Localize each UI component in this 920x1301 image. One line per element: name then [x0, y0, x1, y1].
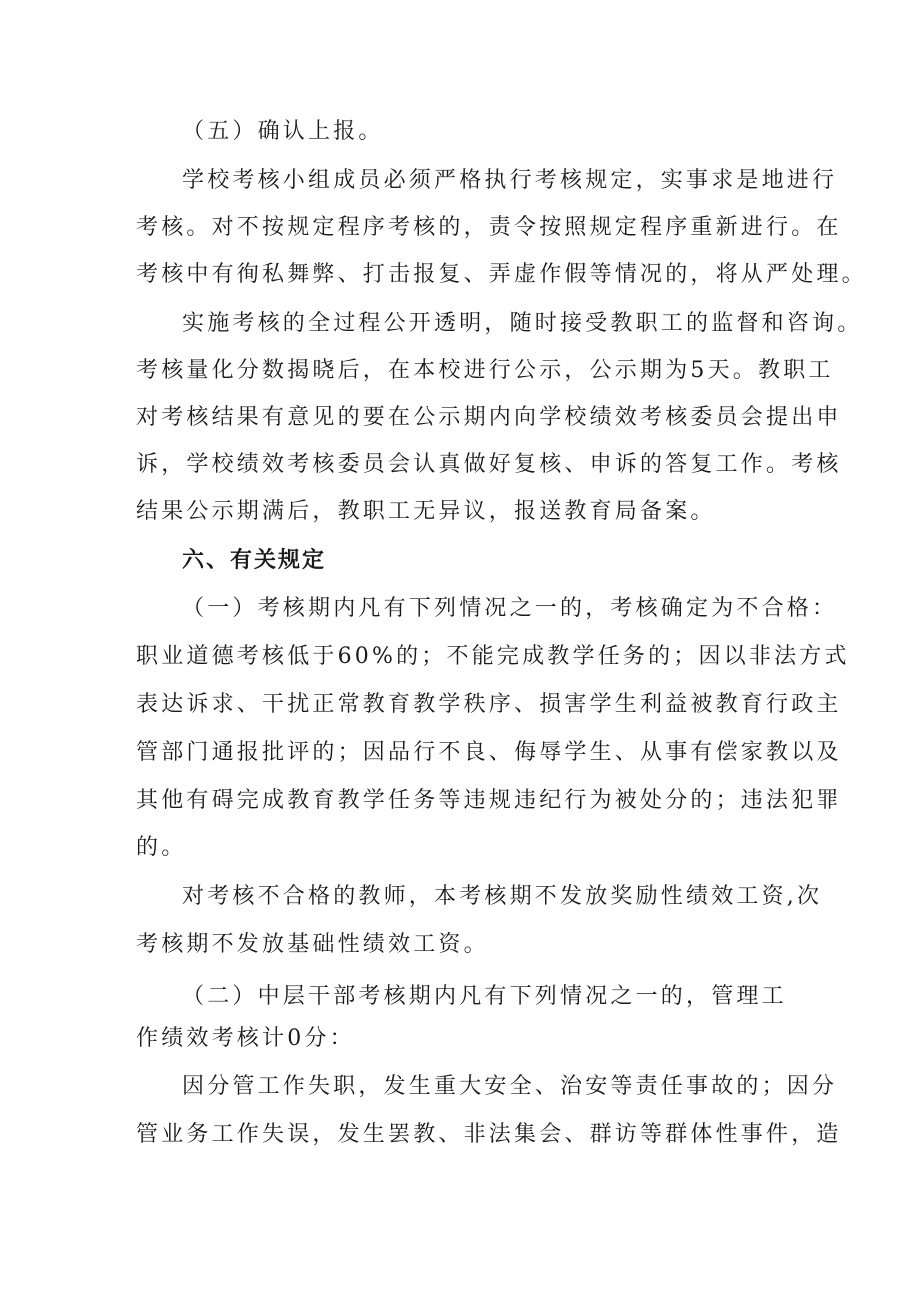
paragraph-line: 诉，学校绩效考核委员会认真做好复核、申诉的答复工作。考核 [136, 452, 842, 477]
paragraph-line: 结果公示期满后，教职工无异议，报送教育局备案。 [136, 499, 716, 524]
section-heading-6: 六、有关规定 [182, 548, 327, 573]
paragraph-line: （二）中层干部考核期内凡有下列情况之一的，管理工 [182, 984, 787, 1009]
paragraph-line: 对考核不合格的教师，本考核期不发放奖励性绩效工资,次 [182, 884, 823, 909]
paragraph-line: 学校考核小组成员必须严格执行考核规定，实事求是地进行 [182, 168, 838, 193]
paragraph-line: 管部门通报批评的；因品行不良、侮辱学生、从事有偿家教以及 [136, 740, 842, 765]
paragraph-line: 考核期不发放基础性绩效工资。 [136, 932, 489, 957]
paragraph-line: 表达诉求、干扰正常教育教学秩序、损害学生利益被教育行政主 [136, 692, 842, 717]
paragraph-line: 的。 [136, 835, 187, 860]
paragraph-line: 实施考核的全过程公开透明，随时接受教职工的监督和咨询。 [182, 311, 863, 336]
section-5-confirm-report: （五）确认上报。 [182, 119, 384, 144]
paragraph-line: 其他有碍完成教育教学任务等违规违纪行为被处分的；违法犯罪 [136, 788, 842, 813]
paragraph-line: 职业道德考核低于60%的；不能完成教学任务的；因以非法方式 [136, 644, 850, 669]
paragraph-line: （一）考核期内凡有下列情况之一的，考核确定为不合格： [182, 596, 838, 621]
paragraph-line: 考核量化分数揭晓后，在本校进行公示，公示期为5天。教职工 [136, 358, 834, 383]
paragraph-line: 作绩效考核计0分： [136, 1026, 355, 1051]
paragraph-line: 因分管工作失职，发生重大安全、治安等责任事故的；因分 [182, 1074, 838, 1099]
paragraph-line: 管业务工作失误，发生罢教、非法集会、群访等群体性事件，造 [136, 1122, 842, 1147]
paragraph-line: 考核。对不按规定程序考核的，责令按照规定程序重新进行。在 [136, 215, 842, 240]
paragraph-line: 对考核结果有意见的要在公示期内向学校绩效考核委员会提出申 [136, 405, 842, 430]
paragraph-line: 考核中有徇私舞弊、打击报复、弄虚作假等情况的，将从严处理。 [136, 262, 867, 287]
